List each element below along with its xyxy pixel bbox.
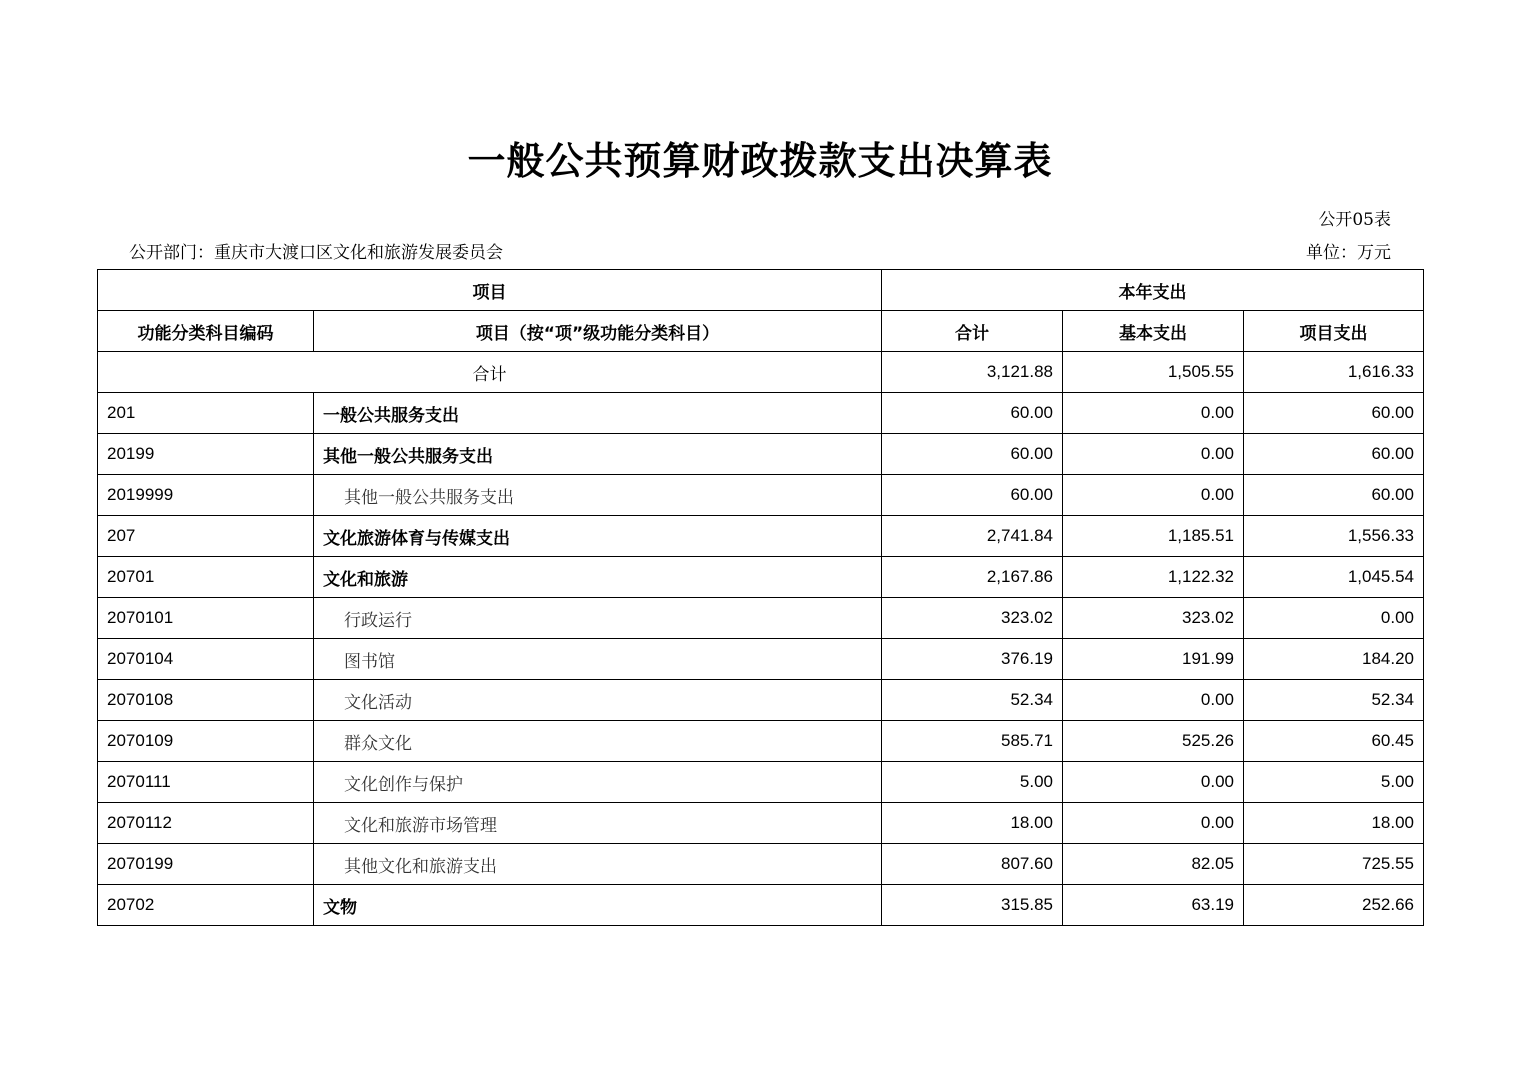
page-title: 一般公共预算财政拨款支出决算表 <box>467 139 1053 183</box>
row-total: 807.60 <box>882 844 1063 885</box>
row-basic: 0.00 <box>1063 680 1244 721</box>
row-basic: 0.00 <box>1063 803 1244 844</box>
row-project: 1,556.33 <box>1244 516 1424 557</box>
row-project: 60.00 <box>1244 434 1424 475</box>
budget-table <box>97 269 1424 926</box>
row-code: 207 <box>98 516 314 557</box>
row-name: 一般公共服务支出 <box>314 393 882 434</box>
header-row-1 <box>98 270 1424 311</box>
row-project: 60.00 <box>1244 393 1424 434</box>
row-basic: 0.00 <box>1063 475 1244 516</box>
header-item: 项目（按“项”级功能分类科目） <box>314 311 882 352</box>
row-project: 725.55 <box>1244 844 1424 885</box>
row-project: 18.00 <box>1244 803 1424 844</box>
header-row-2 <box>98 311 1424 352</box>
row-code: 2070199 <box>98 844 314 885</box>
row-name: 文化活动 <box>314 680 882 721</box>
row-basic: 82.05 <box>1063 844 1244 885</box>
row-name: 文化和旅游 <box>314 557 882 598</box>
row-basic: 191.99 <box>1063 639 1244 680</box>
row-project: 184.20 <box>1244 639 1424 680</box>
row-basic: 1,185.51 <box>1063 516 1244 557</box>
row-total: 315.85 <box>882 885 1063 926</box>
row-code: 2070108 <box>98 680 314 721</box>
row-name: 其他文化和旅游支出 <box>314 844 882 885</box>
header-code: 功能分类科目编码 <box>98 311 314 352</box>
row-basic: 323.02 <box>1063 598 1244 639</box>
row-name: 其他一般公共服务支出 <box>314 434 882 475</box>
row-total: 60.00 <box>882 393 1063 434</box>
table-row <box>98 721 1424 762</box>
summary-basic: 1,505.55 <box>1063 352 1244 393</box>
row-basic: 0.00 <box>1063 762 1244 803</box>
row-total: 585.71 <box>882 721 1063 762</box>
row-project: 5.00 <box>1244 762 1424 803</box>
row-code: 20701 <box>98 557 314 598</box>
table-row <box>98 885 1424 926</box>
row-basic: 0.00 <box>1063 434 1244 475</box>
header-basic: 基本支出 <box>1063 311 1244 352</box>
header-project: 项目 <box>98 270 882 311</box>
table-row <box>98 557 1424 598</box>
row-name: 文化创作与保护 <box>314 762 882 803</box>
row-code: 2070111 <box>98 762 314 803</box>
table-row <box>98 393 1424 434</box>
row-basic: 63.19 <box>1063 885 1244 926</box>
table-row <box>98 803 1424 844</box>
table-row <box>98 762 1424 803</box>
row-name: 其他一般公共服务支出 <box>314 475 882 516</box>
table-row <box>98 475 1424 516</box>
row-code: 201 <box>98 393 314 434</box>
row-name: 图书馆 <box>314 639 882 680</box>
table-row <box>98 844 1424 885</box>
row-project: 252.66 <box>1244 885 1424 926</box>
row-project: 0.00 <box>1244 598 1424 639</box>
row-basic: 525.26 <box>1063 721 1244 762</box>
table-row <box>98 434 1424 475</box>
table-row <box>98 680 1424 721</box>
header-current-year: 本年支出 <box>882 270 1424 311</box>
row-project: 60.45 <box>1244 721 1424 762</box>
summary-project: 1,616.33 <box>1244 352 1424 393</box>
row-total: 60.00 <box>882 475 1063 516</box>
row-code: 2019999 <box>98 475 314 516</box>
summary-row <box>98 352 1424 393</box>
row-name: 群众文化 <box>314 721 882 762</box>
unit-label: 单位：万元 <box>1306 243 1391 263</box>
row-total: 323.02 <box>882 598 1063 639</box>
table-code: 公开05表 <box>1318 210 1391 230</box>
table-row <box>98 516 1424 557</box>
row-code: 2070112 <box>98 803 314 844</box>
table-row <box>98 639 1424 680</box>
row-total: 60.00 <box>882 434 1063 475</box>
row-name: 文化旅游体育与传媒支出 <box>314 516 882 557</box>
row-basic: 1,122.32 <box>1063 557 1244 598</box>
row-total: 2,741.84 <box>882 516 1063 557</box>
summary-label: 合计 <box>98 352 882 393</box>
row-project: 60.00 <box>1244 475 1424 516</box>
row-name: 文化和旅游市场管理 <box>314 803 882 844</box>
row-total: 52.34 <box>882 680 1063 721</box>
row-code: 20702 <box>98 885 314 926</box>
row-total: 18.00 <box>882 803 1063 844</box>
row-name: 文物 <box>314 885 882 926</box>
row-total: 5.00 <box>882 762 1063 803</box>
row-code: 2070104 <box>98 639 314 680</box>
table-row <box>98 598 1424 639</box>
row-project: 1,045.54 <box>1244 557 1424 598</box>
header-total: 合计 <box>882 311 1063 352</box>
row-code: 2070109 <box>98 721 314 762</box>
row-code: 2070101 <box>98 598 314 639</box>
row-total: 2,167.86 <box>882 557 1063 598</box>
row-code: 20199 <box>98 434 314 475</box>
row-name: 行政运行 <box>314 598 882 639</box>
header-project-exp: 项目支出 <box>1244 311 1424 352</box>
row-basic: 0.00 <box>1063 393 1244 434</box>
row-project: 52.34 <box>1244 680 1424 721</box>
row-total: 376.19 <box>882 639 1063 680</box>
summary-total: 3,121.88 <box>882 352 1063 393</box>
department-label: 公开部门：重庆市大渡口区文化和旅游发展委员会 <box>129 243 503 263</box>
